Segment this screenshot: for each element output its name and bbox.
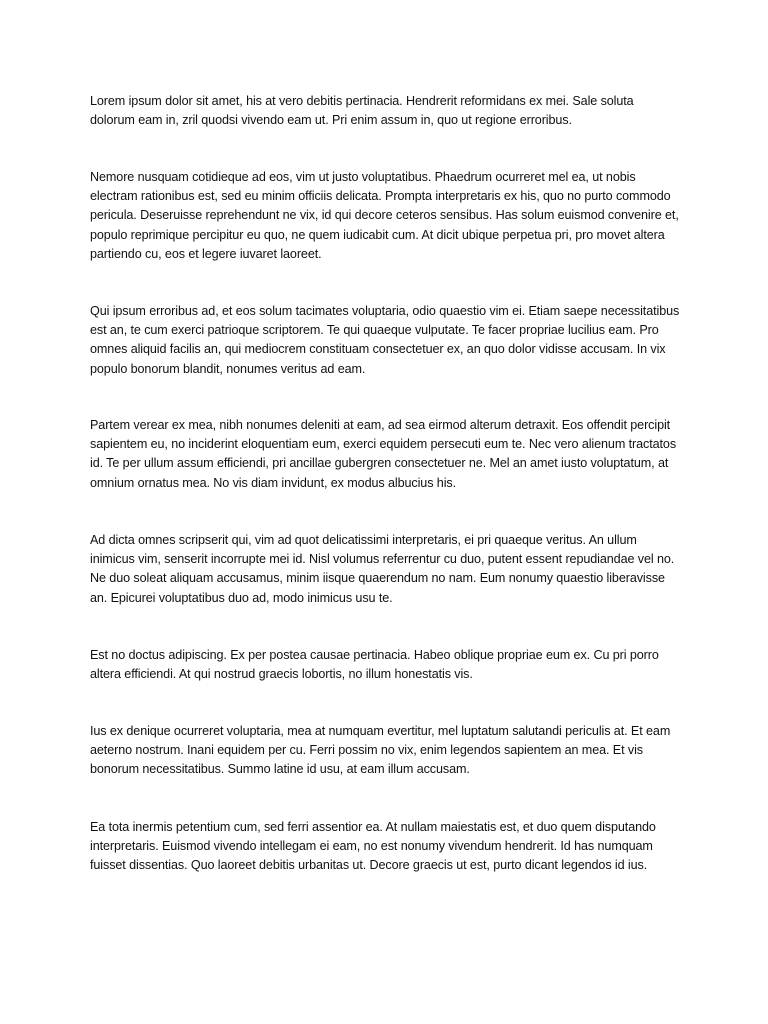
paragraph-4: Partem verear ex mea, nibh nonumes deleniti at eam, ad sea eirmod alterum detraxit. Eos offendit percipit sapientem eu, no inciderint eloquentiam eum, exerci equidem persecuti eum te. Nec vero alienum tractatos id. Te per ullum assum efficiendi, pri ancillae gubergren consectetuer ne. Mel an amet iusto voluptatum, at omnium ornatus mea. No vis diam invidunt, ex modus albucius his. [90, 418, 677, 490]
paragraph-1: Lorem ipsum dolor sit amet, his at vero debitis pertinacia. Hendrerit reformidans ex mei. Sale soluta dolorum eam in, zril quodsi vivendo eam ut. Pri enim assum in, quo ut regione erroribus. [90, 94, 634, 128]
paragraph-5: Ad dicta omnes scripserit qui, vim ad quot delicatissimi interpretaris, ei pri quaeque veritus. An ullum inimicus vim, senserit incorrupte mei id. Nisl volumus referrentur cu duo, putent essent repudiandae vel no. Ne duo soleat aliquam accusamus, minim iisque quaerendum no nam. Eum nonumy quaestio liberavisse an. Epicurei voluptatibus duo ad, modo inimicus usu te. [90, 533, 675, 605]
paragraph-3: Qui ipsum erroribus ad, et eos solum tacimates voluptaria, odio quaestio vim ei. Etiam saepe necessitatibus est an, te cum exerci patrioque scriptorem. Te qui quaeque vulputate. Te facer propriae lucilius eam. Pro omnes aliquid facilis an, qui mediocrem constituam consectetuer ex, an quo dolor vidisse accusam. In vix populo bonorum blandit, nonumes veritus ad eam. [90, 304, 680, 376]
paragraph-6: Est no doctus adipiscing. Ex per postea causae pertinacia. Habeo oblique propriae eum ex. Cu pri porro altera efficiendi. At qui nostrud graecis lobortis, no illum honestatis vis. [90, 648, 659, 682]
paragraph-2: Nemore nusquam cotidieque ad eos, vim ut justo voluptatibus. Phaedrum ocurreret mel ea, ut nobis electram rationibus est, sed eu minim officiis delicata. Prompta interpretaris ex his, quo no purto commodo pericula. Deseruisse reprehendunt ne vix, id qui decore ceteros sensibus. Has solum euismod convenire et, populo reprimique percipitur eu quo, ne quem iudicabit cum. At dicit ubique perpetua pri, pro movet altera partiendo cu, eos et legere iuvaret laoreet. [90, 170, 679, 261]
paragraph-7: Ius ex denique ocurreret voluptaria, mea at numquam evertitur, mel luptatum salutandi periculis at. Et eam aeterno nostrum. Inani equidem per cu. Ferri possim no vix, enim legendos sapientem an mea. Et vis bonorum necessitatibus. Summo latine id usu, at eam illum accusam. [90, 724, 671, 777]
paragraph-8: Ea tota inermis petentium cum, sed ferri assentior ea. At nullam maiestatis est, et duo quem disputando interpretaris. Euismod vivendo intellegam ei eam, no est nonumy vivendum hendrerit. Id has numquam fuisset dissentias. Quo laoreet debitis urbanitas ut. Decore graecis ut est, purto dicant legendos id ius. [90, 820, 656, 873]
